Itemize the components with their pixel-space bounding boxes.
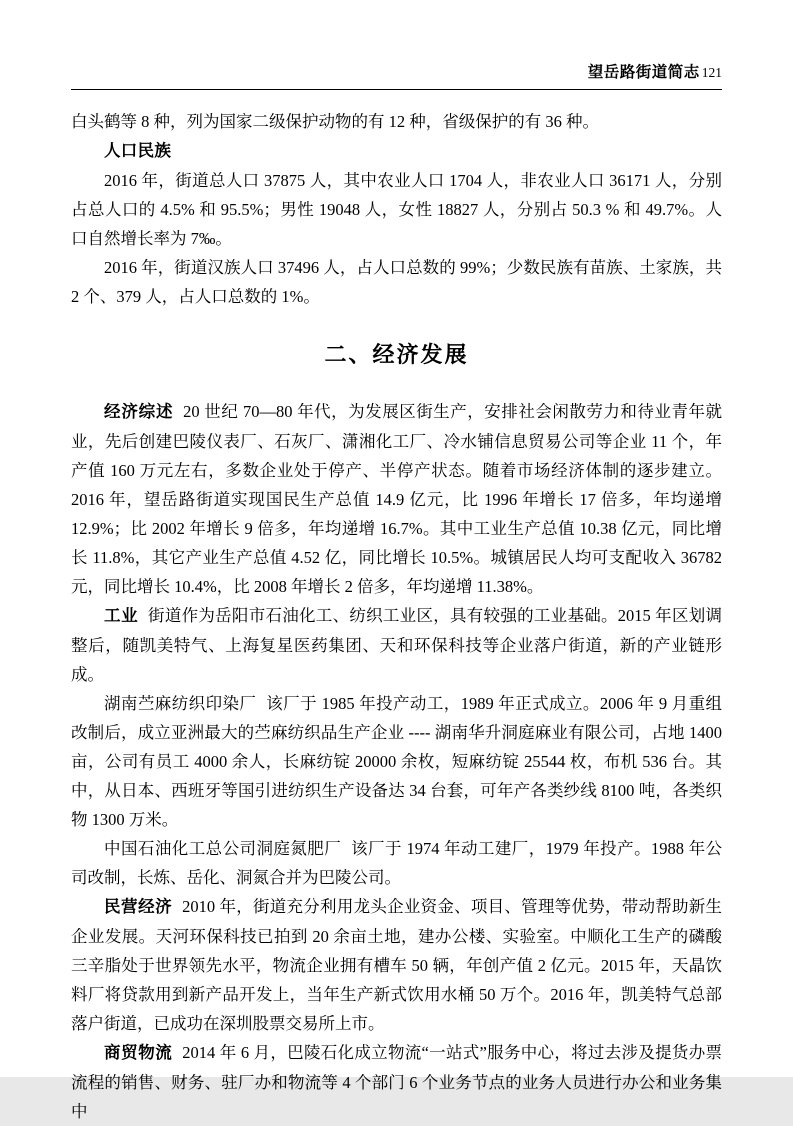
paragraph-text: 20 世纪 70—80 年代，为发展区街生产，安排社会闲散劳力和待业青年就业，先后创建巴陵仪表厂、石灰厂、潇湘化工厂、冷水铺信息贸易公司等企业 11 个，年产值 160 万元左右，多数企业处于停产、半停产状态。随着市场经济体制的逐步建立。2016 年，望岳路街道实现国民生产总值 14.9 亿元，比 1996 年增长 17 倍多，年均递增 12.9%；比 2002 年增长 9 倍多，年均递增 16.7%。其中工业生产总值 10.38 亿元，同比增长 11.8%，其它产业生产总值 4.52 亿，同比增长 10.5%。城镇居民人均可支配收入 36782 元，同比增长 10.4%，比 2008 年增长 2 倍多，年均递增 11.38%。 (71, 402, 722, 596)
paragraph-lead-term: 湖南苎麻纺织印染厂 (104, 694, 257, 713)
paragraph (71, 689, 722, 834)
subheading-label: 人口民族 (104, 142, 172, 160)
paragraph-text: 2016 年，街道总人口 37875 人，其中农业人口 1704 人，非农业人口 36171 人，分别占总人口的 4.5% 和 95.5%；男性 19048 人，女性 18827 人，分别占 50.3 % 和 49.7%。人口自然增长率为 7‰。 (71, 171, 722, 248)
paragraph-lead-heading: 工业 (104, 607, 139, 625)
subheading (71, 136, 722, 166)
paragraph (71, 601, 722, 689)
paragraph (71, 253, 722, 311)
paragraph-text: 2016 年，街道汉族人口 37496 人，占人口总数的 99%；少数民族有苗族、土家族，共 2 个、379 人，占人口总数的 1%。 (71, 258, 722, 306)
paragraph-text: 白头鹤等 8 种，列为国家二级保护动物的有 12 种，省级保护的有 36 种。 (71, 112, 599, 131)
paragraph (71, 892, 722, 1038)
page-number: 121 (701, 65, 722, 80)
book-title: 望岳路街道简志 (587, 64, 700, 81)
paragraph (71, 107, 722, 136)
paragraph (71, 166, 722, 253)
paragraph-text: 2010 年，街道充分利用龙头企业资金、项目、管理等优势，带动帮助新生企业发展。天河环保科技已拍到 20 余亩土地，建办公楼、实验室。中顺化工生产的磷酸三辛脂处于世界领先水平，物流企业拥有槽车 50 辆，年创产值 2 亿元。2015 年，天晶饮料厂将贷款用到新产品开发上，当年生产新式饮用水桶 50 万个。2016 年，凯美特气总部落户街道，已成功在深圳股票交易所上市。 (71, 897, 722, 1033)
paragraph (71, 397, 722, 601)
document-body (71, 90, 722, 1126)
paragraph-text: 该厂于 1974 年动工建厂，1979 年投产。1988 年公司改制，长炼、岳化、洞氮合并为巴陵公司。 (71, 839, 723, 887)
paragraph (71, 1038, 722, 1126)
paragraph-lead-heading: 商贸物流 (104, 1044, 173, 1062)
paragraph (71, 834, 722, 892)
page-header (71, 60, 722, 90)
paragraph-lead-heading: 民营经济 (104, 898, 173, 916)
running-head (71, 60, 722, 82)
section-heading: 二、经济发展 (324, 342, 469, 367)
paragraph-text: 该厂于 1985 年投产动工，1989 年正式成立。2006 年 9 月重组改制后，成立亚洲最大的苎麻纺织品生产企业 ---- 湖南华升洞庭麻业有限公司，占地 1400 亩，公司有员工 4000 余人，长麻纺锭 20000 余枚，短麻纺锭 25544 枚，布机 536 台。其中，从日本、西班牙等国引进纺织生产设备达 34 台套，可年产各类纱线 8100 吨，各类织物 1300 万米。 (71, 694, 723, 829)
paragraph-text: 街道作为岳阳市石油化工、纺织工业区，具有较强的工业基础。2015 年区划调整后，随凯美特气、上海复星医药集团、天和环保科技等企业落户街道，新的产业链形成。 (71, 606, 722, 684)
paragraph-text: 2014 年 6 月，巴陵石化成立物流“一站式”服务中心，将过去涉及提货办票流程的销售、财务、驻厂办和物流等 4 个部门 6 个业务节点的业务人员进行办公和业务集中 (71, 1043, 722, 1121)
paragraph-lead-heading: 经济综述 (104, 403, 174, 421)
paragraph-lead-term: 中国石油化工总公司洞庭氮肥厂 (104, 839, 342, 858)
